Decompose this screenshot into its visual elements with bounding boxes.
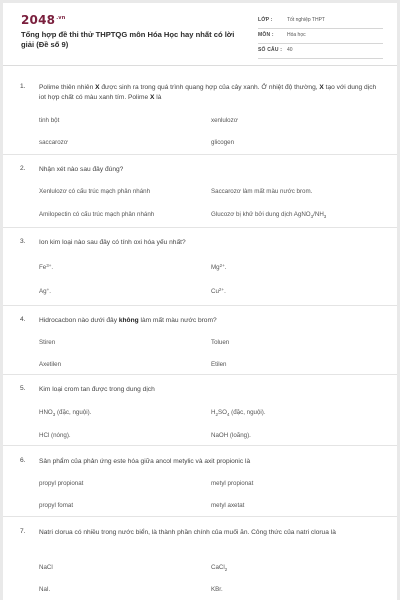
formula-text: /NH <box>313 211 324 218</box>
subscript: 3 <box>52 411 56 417</box>
option-b[interactable] <box>211 264 226 271</box>
option-c[interactable]: Amilopectin có cấu trúc mạch phân nhánh <box>39 211 155 218</box>
exam-page <box>3 3 397 600</box>
option-a[interactable]: propyl propionat <box>39 480 84 487</box>
question-text-part: được sinh ra trong quá trình quang hợp của cây xanh. Ở nhiệt độ thường, <box>99 84 320 91</box>
meta-row-count <box>258 45 383 59</box>
subscript: 3 <box>310 213 314 219</box>
option-a[interactable] <box>39 409 91 416</box>
question-text-bold: X <box>149 94 155 101</box>
meta-row-class <box>258 15 383 29</box>
exam-meta <box>258 15 383 60</box>
logo-suffix: .vn <box>56 15 66 21</box>
question-number: 3. <box>20 238 26 245</box>
formula-text: . <box>51 264 54 271</box>
question-text-part: Polime thiên nhiên <box>39 84 96 91</box>
option-a[interactable]: Stiren <box>39 339 56 346</box>
question-divider <box>3 227 397 228</box>
formula-text: (đặc, nguội). <box>55 409 92 416</box>
formula-text: HNO <box>39 409 53 416</box>
question-text-part: tạo với dung dịch iot hợp chất có màu xanh tím. Polime <box>39 84 377 101</box>
option-c[interactable]: HCl (nóng). <box>39 432 71 439</box>
option-a[interactable] <box>39 264 53 271</box>
option-a[interactable]: NaCl <box>39 564 53 571</box>
question-text <box>39 83 381 103</box>
superscript: 3+ <box>46 262 52 268</box>
question-divider <box>3 374 397 375</box>
option-c[interactable]: propyl fomat <box>39 502 74 509</box>
option-b[interactable]: Saccarozơ làm mất màu nước brom. <box>211 188 313 195</box>
meta-key-count: SỐ CÂU : <box>258 47 283 53</box>
option-b[interactable]: xenlulozơ <box>211 117 238 124</box>
option-d[interactable]: NaOH (loãng). <box>211 432 251 439</box>
question-text-bold: không <box>118 317 139 324</box>
logo-main: 2048 <box>21 13 56 27</box>
option-a[interactable]: Xenlulozơ có cấu trúc mạch phân nhánh <box>39 188 151 195</box>
formula-text: Mg <box>211 264 220 271</box>
question-number: 2. <box>20 165 26 172</box>
option-b[interactable] <box>211 564 227 571</box>
meta-key-subject: MÔN : <box>258 32 274 38</box>
question-text-part: Hidrocacbon nào dưới đây <box>39 317 119 324</box>
option-c[interactable]: NaI. <box>39 586 51 593</box>
question-divider <box>3 445 397 446</box>
superscript: 2+ <box>218 286 225 292</box>
question-text: Natri clorua có nhiều trong nước biển, là thành phần chính của muối ăn. Công thức của natri clorua là <box>39 529 336 536</box>
question-text: Ion kim loại nào sau đây có tính oxi hóa yếu nhất? <box>39 239 186 246</box>
question-number: 6. <box>20 457 26 464</box>
subscript: 4 <box>226 411 230 417</box>
question-text-bold: X <box>319 84 324 91</box>
option-d[interactable]: metyl axetat <box>211 502 245 509</box>
formula-text: H <box>211 409 216 416</box>
option-c[interactable]: Axetilen <box>39 361 62 368</box>
question-text: Kim loại crom tan được trong dung dịch <box>39 386 155 393</box>
site-logo[interactable] <box>21 13 66 27</box>
page-header <box>3 3 397 63</box>
formula-text: Ag <box>39 288 47 295</box>
question-text: Nhận xét nào sau đây đúng? <box>39 166 124 173</box>
formula-text: . <box>49 288 51 295</box>
question-divider <box>3 154 397 155</box>
option-d[interactable] <box>211 211 326 218</box>
question-text-bold: X <box>95 84 100 91</box>
formula-text: CaCl <box>211 564 225 571</box>
formula-text: . <box>224 264 227 271</box>
question-divider <box>3 305 397 306</box>
option-c[interactable] <box>39 288 51 295</box>
subscript: 2 <box>215 411 218 417</box>
option-b[interactable] <box>211 409 266 416</box>
superscript: 2+ <box>219 262 225 268</box>
meta-value-count: 40 <box>287 47 293 53</box>
option-c[interactable]: saccarozơ <box>39 139 68 146</box>
subscript: 3 <box>323 213 327 219</box>
header-divider <box>3 65 397 66</box>
meta-row-subject <box>258 30 383 44</box>
exam-title: Tổng hợp đề thi thử THPTQG môn Hóa Học hay nhất có lời giải (Đề số 9) <box>21 30 235 49</box>
formula-text: Fe <box>39 264 47 271</box>
option-a[interactable]: tinh bột <box>39 117 60 124</box>
meta-key-class: LỚP : <box>258 17 273 23</box>
superscript: + <box>46 286 50 292</box>
option-d[interactable]: glicogen <box>211 139 235 146</box>
meta-value-class: Tốt nghiệp THPT <box>287 17 325 23</box>
question-text-part: là <box>154 94 162 101</box>
formula-text: Cu <box>211 288 219 295</box>
question-number: 7. <box>20 528 26 535</box>
option-d[interactable]: Etilen <box>211 361 227 368</box>
formula-text: . <box>224 288 226 295</box>
formula-text: (đặc, nguội). <box>229 409 266 416</box>
option-b[interactable]: Toluen <box>211 339 230 346</box>
question-divider <box>3 516 397 517</box>
option-b[interactable]: metyl propionat <box>211 480 254 487</box>
meta-value-subject: Hóa học <box>287 32 306 38</box>
option-d[interactable]: KBr. <box>211 586 223 593</box>
formula-text: Glucozơ bị khử bởi dung dịch AgNO <box>211 211 311 218</box>
formula-text: SO <box>217 409 227 416</box>
subscript: 2 <box>224 566 228 572</box>
option-d[interactable] <box>211 288 226 295</box>
question-text: Sản phẩm của phản ứng este hóa giữa ancol metylic và axit propionic là <box>39 458 251 465</box>
question-text-part: làm mất màu nước brom? <box>138 317 217 324</box>
question-number: 5. <box>20 385 26 392</box>
question-number: 4. <box>20 316 26 323</box>
question-text <box>39 316 381 326</box>
question-number: 1. <box>20 83 26 90</box>
